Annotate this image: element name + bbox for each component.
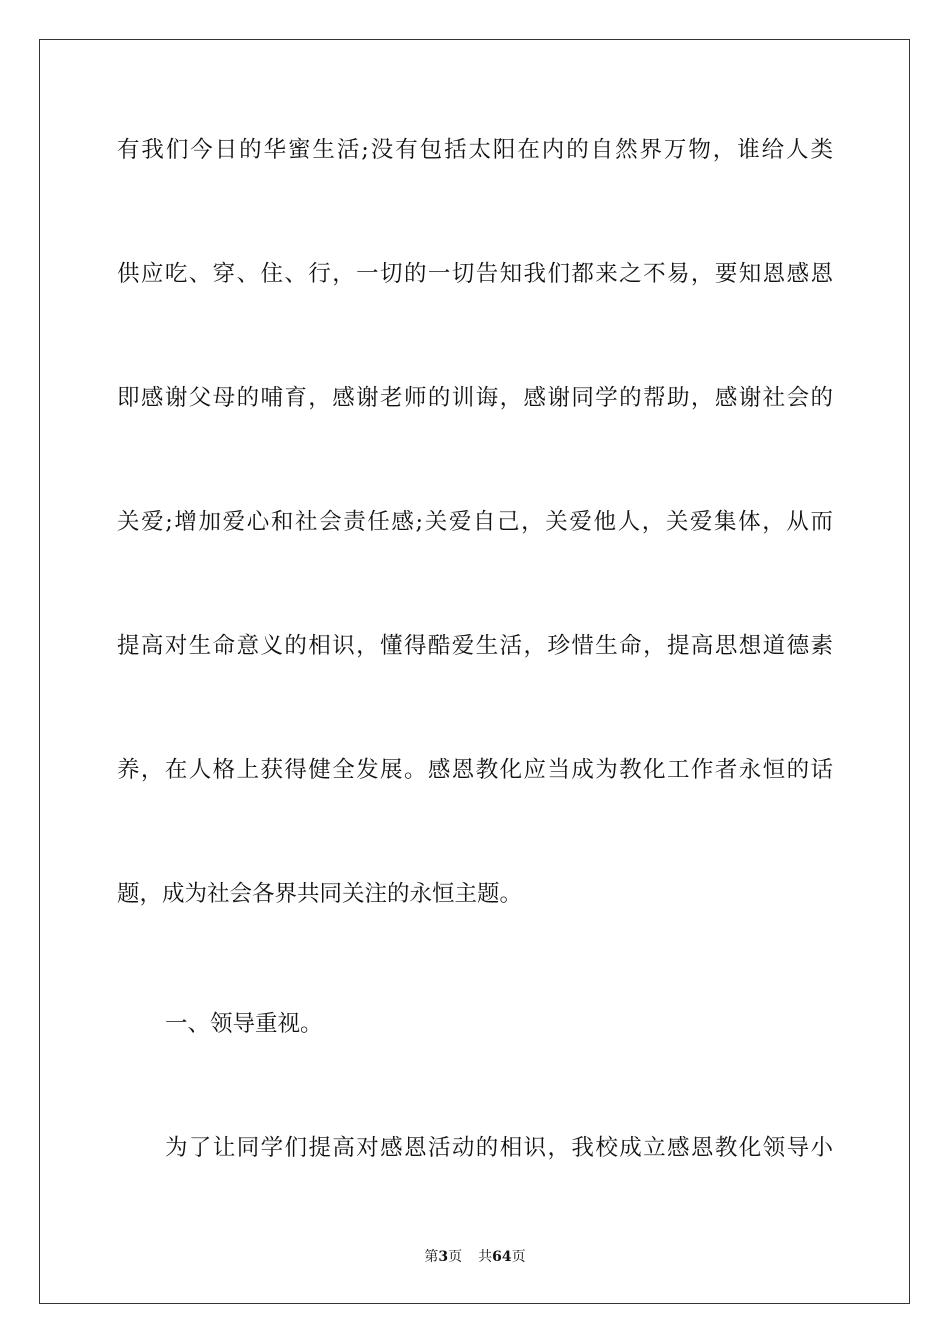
body-line-9: 为了让同学们提高对感恩活动的相识，我校成立感恩教化领导小: [165, 1135, 833, 1161]
page-suffix: 页: [448, 1249, 463, 1265]
total-prefix: 共: [478, 1249, 493, 1265]
body-line-1: 有我们今日的华蜜生活;没有包括太阳在内的自然界万物，谁给人类: [117, 137, 833, 163]
page-frame: [39, 39, 910, 1304]
body-line-2: 供应吃、穿、住、行，一切的一切告知我们都来之不易，要知恩感恩: [117, 261, 833, 287]
body-line-7: 题，成为社会各界共同关注的永恒主题。: [117, 881, 523, 907]
page-number: 3: [438, 1249, 449, 1265]
page-prefix: 第: [424, 1249, 439, 1265]
body-line-3: 即感谢父母的哺育，感谢老师的训诲，感谢同学的帮助，感谢社会的: [117, 385, 833, 411]
total-pages: 64: [492, 1249, 512, 1265]
body-line-5: 提高对生命意义的相识，懂得酷爱生活，珍惜生命，提高思想道德素: [117, 633, 833, 659]
section-heading: 一、领导重视。: [165, 1011, 323, 1037]
page-footer: [0, 1247, 950, 1267]
body-line-6: 养，在人格上获得健全发展。感恩教化应当成为教化工作者永恒的话: [117, 757, 833, 783]
total-suffix: 页: [511, 1249, 526, 1265]
body-line-4: 关爱;增加爱心和社会责任感;关爱自己，关爱他人，关爱集体，从而: [117, 509, 833, 535]
